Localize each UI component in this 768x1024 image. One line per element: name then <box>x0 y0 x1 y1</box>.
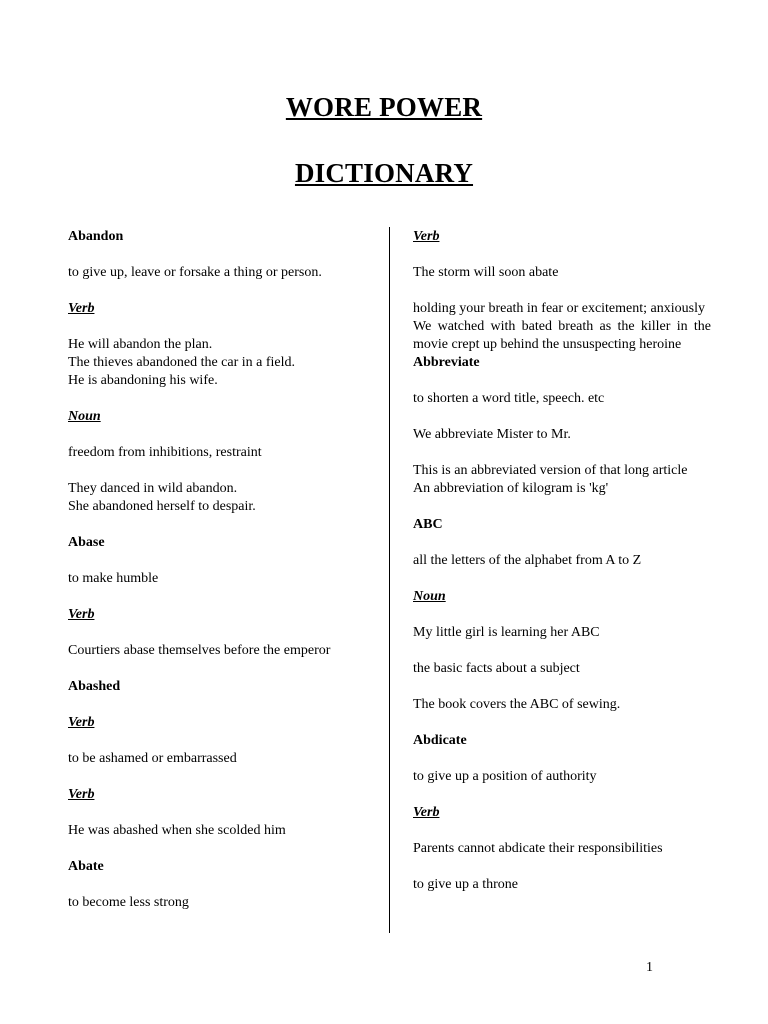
title-line-1: WORE POWER <box>285 92 483 122</box>
definition: to give up, leave or forsake a thing or person. <box>68 265 322 280</box>
example: The thieves abandoned the car in a field. <box>68 355 296 370</box>
definition: all the letters of the alphabet from A to Z <box>413 553 642 568</box>
example: The book covers the ABC of sewing. <box>413 697 621 712</box>
definition: to give up a throne <box>413 877 518 892</box>
part-of-speech: Noun <box>68 409 101 424</box>
example: An abbreviation of kilogram is 'kg' <box>413 481 609 496</box>
example: He is abandoning his wife. <box>68 373 218 388</box>
headword: Abashed <box>68 679 121 694</box>
headword: Abase <box>68 535 105 550</box>
example: My little girl is learning her ABC <box>413 625 600 640</box>
headword: Abandon <box>68 229 124 244</box>
definition: to shorten a word title, speech. etc <box>413 391 605 406</box>
definition: the basic facts about a subject <box>413 661 580 676</box>
example: This is an abbreviated version of that long article <box>413 463 688 478</box>
left-column <box>68 228 368 912</box>
part-of-speech: Verb <box>68 715 95 730</box>
part-of-speech: Verb <box>68 607 95 622</box>
example: They danced in wild abandon. <box>68 481 238 496</box>
example: The storm will soon abate <box>413 265 559 280</box>
example: She abandoned herself to despair. <box>68 499 256 514</box>
example: Parents cannot abdicate their responsibilities <box>413 841 663 856</box>
part-of-speech: Verb <box>68 301 95 316</box>
column-divider <box>389 227 390 933</box>
definition: freedom from inhibitions, restraint <box>68 445 262 460</box>
example: Courtiers abase themselves before the emperor <box>68 643 331 658</box>
part-of-speech: Verb <box>413 229 440 244</box>
part-of-speech: Noun <box>413 589 446 604</box>
example: We watched with bated breath as the killer in the movie crept up behind the unsuspecting heroine <box>413 319 711 352</box>
headword: Abbreviate <box>413 355 480 370</box>
right-column <box>413 228 711 894</box>
page-number: 1 <box>646 960 653 975</box>
definition: to become less strong <box>68 895 189 910</box>
definition: to give up a position of authority <box>413 769 597 784</box>
part-of-speech: Verb <box>413 805 440 820</box>
headword: ABC <box>413 517 443 532</box>
definition: to be ashamed or embarrassed <box>68 751 237 766</box>
part-of-speech: Verb <box>68 787 95 802</box>
example: He was abashed when she scolded him <box>68 823 286 838</box>
example: He will abandon the plan. <box>68 337 213 352</box>
example: We abbreviate Mister to Mr. <box>413 427 571 442</box>
title-line-2: DICTIONARY <box>294 158 474 188</box>
headword: Abate <box>68 859 104 874</box>
definition: holding your breath in fear or excitement; anxiously <box>413 301 705 316</box>
definition: to make humble <box>68 571 159 586</box>
headword: Abdicate <box>413 733 467 748</box>
